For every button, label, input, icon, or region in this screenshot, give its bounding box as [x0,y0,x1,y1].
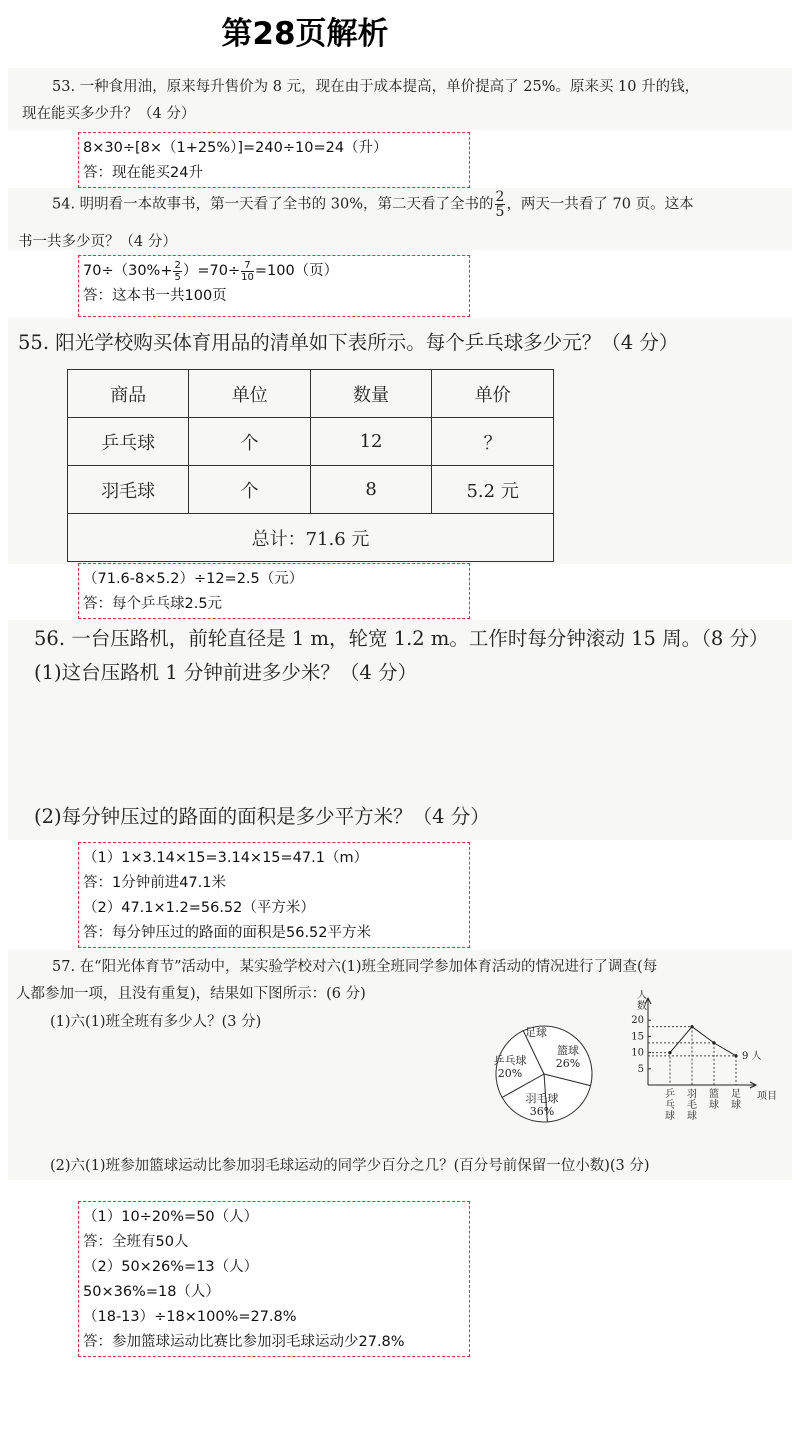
series-line [670,1027,736,1056]
pie-label: 20% [497,1067,523,1080]
q57-line2: 人都参加一项，且没有重复)，结果如下图所示：(6 分) [16,986,366,1002]
q55-question: 55. 阳光学校购买体育用品的清单如下表所示。每个乒乓球多少元？（4 分） [18,331,679,354]
x-tick-label: 球 [731,1100,741,1111]
pie-chart [490,1018,610,1138]
line-chart [628,990,778,1125]
pie-label: 26% [555,1057,581,1070]
page-title: 第28页解析 [221,16,389,52]
q57-sub1: (1)六(1)班全班有多少人？(3 分) [50,1014,262,1030]
q57-sub2: (2)六(1)班参加篮球运动比参加羽毛球运动的同学少百分之几？(百分号前保留一位小数)(3 分) [50,1158,650,1174]
q56-sub1: (1)这台压路机 1 分钟前进多少米？（4 分） [34,661,418,684]
answer-line: 答：每分钟压过的路面的面积是56.52平方米 [83,925,372,941]
x-tick-label: 乒 [665,1089,675,1100]
answer-line: （71.6-8×5.2）÷12=2.5（元） [83,571,304,587]
table-header: 商品 [68,370,189,418]
fraction: $\frac{2}{5}$ [495,189,505,220]
answer-line: （2）50×26%=13（人） [83,1259,259,1275]
answer-line: （2）47.1×1.2=56.52（平方米） [83,900,315,916]
table-cell: 乒乓球 [68,418,189,466]
y-axis-label: 数 [637,1001,647,1012]
answer-box-q54 [78,255,470,317]
q53-line2: 现在能买多少升？（4 分） [22,106,196,122]
answer-line: （1）1×3.14×15=3.14×15=47.1（m） [83,850,369,866]
q54-line2: 书一共多少页？（4 分） [18,234,177,250]
answer-line: 答：现在能买24升 [83,165,203,181]
x-tick-label: 球 [665,1111,675,1122]
pie-label: 篮球 [557,1044,579,1057]
y-tick-label: 5 [637,1063,644,1075]
table-total: 总计：71.6 元 [68,514,554,562]
x-tick-label: 毛 [687,1100,697,1111]
table-header: 数量 [310,370,432,418]
data-point [668,1051,671,1054]
table-cell: 5.2 元 [432,466,554,514]
answer-line: 答：每个乒乓球2.5元 [83,596,223,612]
answer-line: 70÷（30%+ $\frac{2}{5}$ ）=70÷ $\frac{7}{10}$ =100（页） [83,259,339,283]
x-tick-label: 篮 [709,1089,719,1100]
answer-line: 答：这本书一共100页 [83,288,227,304]
fraction: $\frac{7}{10}$ [241,259,254,283]
table-cell: 12 [310,418,432,466]
x-tick-label: 乓 [665,1100,675,1111]
data-point [690,1025,693,1028]
q57-line1: 57. 在“阳光体育节”活动中，某实验学校对六(1)班全班同学参加体育活动的情况进行了调查(每 [52,959,658,975]
answer-line: （18-13）÷18×100%=27.8% [83,1309,297,1325]
table-total-row [68,514,554,562]
table-cell: 个 [189,418,310,466]
pie-label: 足球 [525,1026,547,1039]
x-tick-label: 球 [709,1100,719,1111]
answer-box-q57 [78,1201,470,1357]
y-axis-label: 人 [637,990,647,1001]
answer-line: 8×30÷[8×（1+25%）]=240÷10=24（升） [83,140,388,156]
q54-text: ，两天一共看了 70 页。这本 [506,196,694,213]
answer-box-q56 [78,842,470,948]
fraction: $\frac{2}{5}$ [174,259,181,283]
q53-line1: 53. 一种食用油，原来每升售价为 8 元，现在由于成本提高，单价提高了 25%。原来买 10 升的钱， [52,79,700,95]
answer-box-q55 [78,563,470,619]
answer-box-q53 [78,132,470,188]
y-tick-label: 15 [631,1031,644,1043]
x-tick-label: 球 [687,1111,697,1122]
pie-label: 羽毛球 [525,1092,559,1105]
pie-label: 乒乓球 [493,1054,527,1067]
table-header: 单位 [189,370,310,418]
pie-label: 36% [529,1105,555,1118]
table-row [68,418,554,466]
q54-line1 [52,190,694,219]
answer-line: 答：全班有50人 [83,1234,189,1250]
answer-line: （1）10÷20%=50（人） [83,1209,259,1225]
table-cell: ？ [432,418,554,466]
x-tick-label: 足 [731,1089,741,1100]
table-cell: 羽毛球 [68,466,189,514]
x-axis-label: 项目 [757,1091,777,1102]
table-header: 单价 [432,370,554,418]
q54-text: 54. 明明看一本故事书，第一天看了全书的 30%，第二天看了全书的 [52,196,494,213]
table-row [68,466,554,514]
answer-line: 答：参加篮球运动比赛比参加羽毛球运动少27.8% [83,1334,405,1350]
x-tick-label: 羽 [687,1089,697,1100]
table-cell: 个 [189,466,310,514]
table-cell: 8 [310,466,432,514]
goods-table [67,369,554,562]
answer-line: 50×36%=18（人） [83,1284,220,1300]
y-tick-label: 10 [631,1047,644,1059]
table-header-row [68,370,554,418]
q56-sub2: (2)每分钟压过的路面的面积是多少平方米？（4 分） [34,805,490,828]
q56-question: 56. 一台压路机，前轮直径是 1 m，轮宽 1.2 m。工作时每分钟滚动 15 周。（8 分） [34,627,769,650]
answer-line: 答：1分钟前进47.1米 [83,875,227,891]
data-point [734,1054,737,1057]
data-annotation: 9 人 [742,1050,762,1062]
data-point [712,1041,715,1044]
y-tick-label: 20 [631,1015,644,1027]
